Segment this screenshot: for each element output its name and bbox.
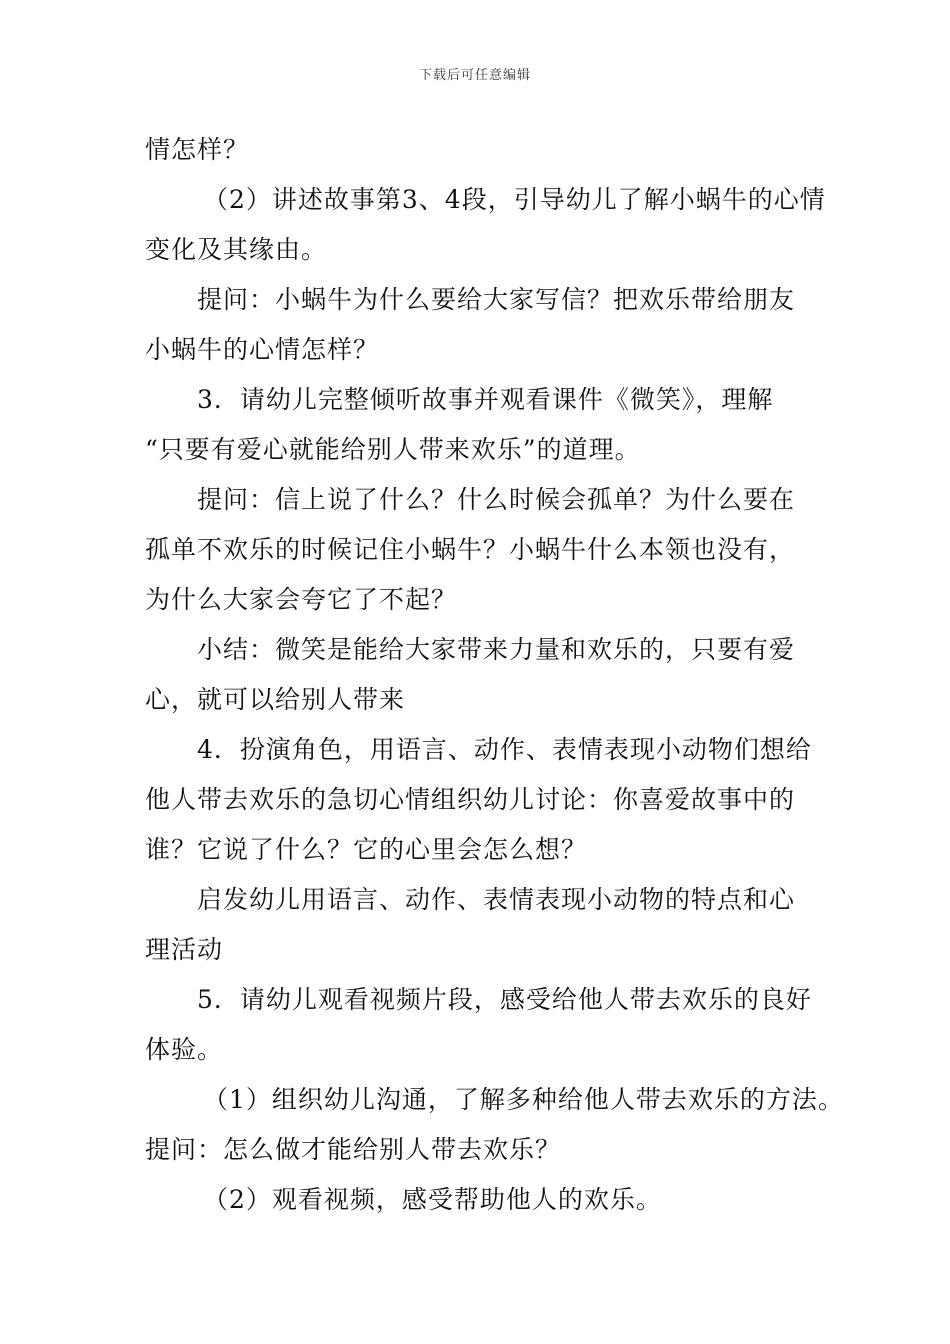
text-line: 变化及其缘由。 (145, 235, 328, 264)
text-line: 4．扮演角色，用语言、动作、表情表现小动物们想给 (197, 735, 812, 764)
text-line: （1）组织幼儿沟通，了解多种给他人带去欢乐的方法。 (203, 1085, 844, 1114)
text-line: 理活动 (145, 935, 224, 964)
text-line: 谁？它说了什么？它的心里会怎么想？ (145, 835, 588, 864)
text-line: 心，就可以给别人带来 (145, 685, 406, 714)
text-line: 5．请幼儿观看视频片段，感受给他人带去欢乐的良好 (197, 985, 812, 1014)
text-line: 小结：微笑是能给大家带来力量和欢乐的，只要有爱 (197, 635, 796, 664)
text-line: 孤单不欢乐的时候记住小蜗牛？小蜗牛什么本领也没有， (145, 535, 796, 564)
text-line: 3．请幼儿完整倾听故事并观看课件《微笑》，理解 (197, 385, 774, 414)
document-body (145, 125, 844, 1225)
text-line: “只要有爱心就能给别人带来欢乐”的道理。 (145, 435, 641, 464)
page-header: 下载后可任意编辑 (418, 68, 531, 83)
text-line: （2）观看视频，感受帮助他人的欢乐。 (203, 1185, 662, 1214)
text-line: 启发幼儿用语言、动作、表情表现小动物的特点和心 (197, 885, 796, 914)
text-line: 提问：小蜗牛为什么要给大家写信？把欢乐带给朋友 (197, 285, 796, 314)
text-line: 他人带去欢乐的急切心情组织幼儿讨论：你喜爱故事中的 (145, 785, 796, 814)
text-line: 小蜗牛的心情怎样？ (145, 335, 380, 364)
text-line: 提问：怎么做才能给别人带去欢乐？ (145, 1135, 562, 1164)
text-line: 为什么大家会夸它了不起？ (145, 585, 458, 614)
text-line: 情怎样？ (145, 135, 250, 164)
text-line: 体验。 (145, 1035, 224, 1064)
text-line: 提问：信上说了什么？什么时候会孤单？为什么要在 (197, 485, 796, 514)
text-line: （2）讲述故事第3、4段，引导幼儿了解小蜗牛的心情 (203, 185, 826, 214)
